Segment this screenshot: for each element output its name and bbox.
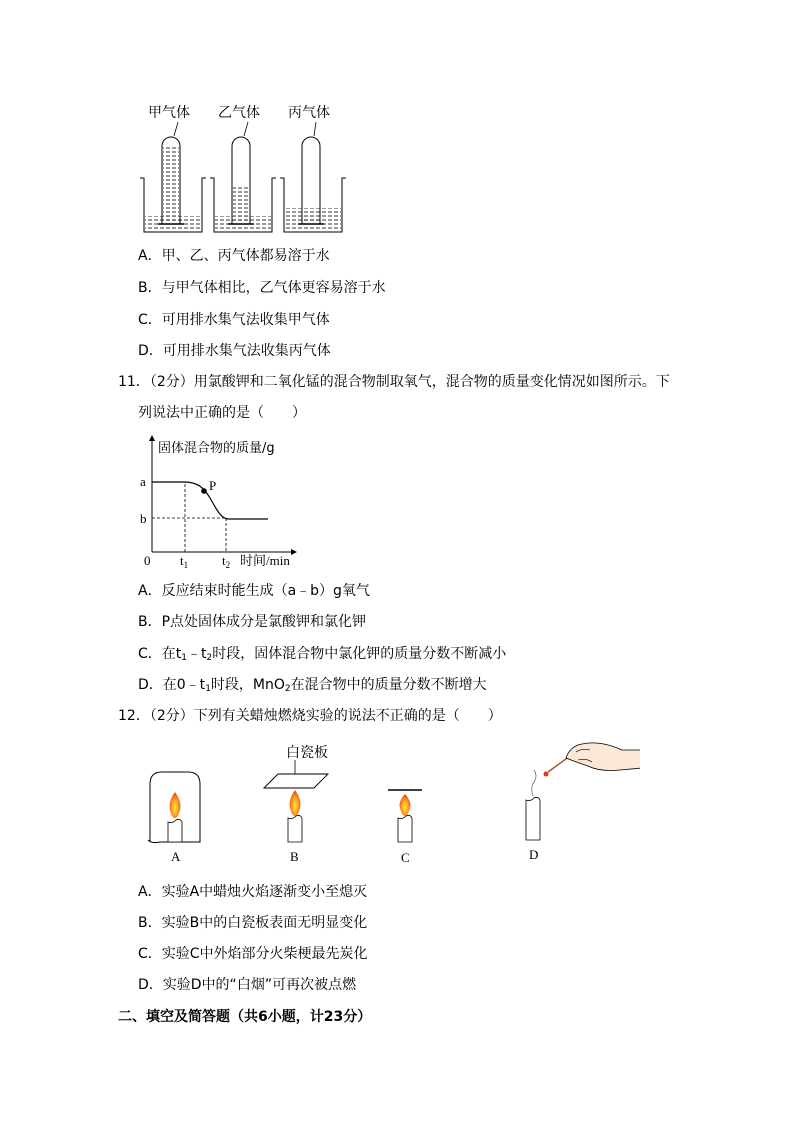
q11-stem-line2: 列说法中正确的是（ ） [138, 405, 306, 421]
q11-option-d: D．在$0﹣t_1$时段，MnO$_2$在混合物中的质量分数不断增大 [138, 677, 487, 694]
fig-label-b: B [290, 849, 299, 864]
gas-tubes-figure [130, 98, 370, 240]
q11-option-b: B．P点处固体成分是氯酸钾和氯化钾 [138, 614, 367, 630]
point-p [201, 488, 207, 494]
x-axis-label: 时间/min [240, 553, 290, 568]
gas-label-bing: 丙气体 [288, 105, 330, 121]
beakers-svg [130, 98, 370, 240]
q12-stem: 12．（2分）下列有关蜡烛燃烧实验的说法不正确的是（ ） [118, 708, 502, 724]
gas-label-yi: 乙气体 [218, 105, 260, 121]
gas-label-jia: 甲气体 [148, 105, 190, 121]
x-tick-t2: $t_2$ [222, 553, 231, 570]
mass-time-chart [128, 432, 308, 572]
q12-option-a: A．实验A中蜡烛火焰逐渐变小至熄灭 [138, 884, 368, 900]
fig-label-d: D [529, 847, 539, 862]
q12-option-b: B．实验B中的白瓷板表面无明显变化 [138, 915, 368, 931]
section-2-heading: 二、填空及简答题（共6小题，计23分） [118, 1009, 372, 1025]
candle-c [388, 790, 422, 842]
beaker-bing [280, 137, 346, 232]
fig-label-a: A [171, 849, 181, 864]
q10-option-d: D．可用排水集气法收集丙气体 [138, 343, 331, 359]
y-axis-label: 固体混合物的质量/g [158, 441, 275, 456]
candles-svg [130, 738, 640, 868]
q11-option-a: A．反应结束时能生成（a﹣b）g氧气 [138, 583, 370, 599]
fig-label-c: C [401, 850, 410, 865]
y-tick-a: a [140, 474, 146, 489]
candle-b [264, 760, 328, 842]
point-p-label: P [209, 478, 217, 493]
y-tick-b: b [140, 511, 147, 526]
mass-time-chart-svg [128, 432, 308, 572]
candle-d [526, 743, 640, 840]
q11-stem-line1: 11．（2分）用氯酸钾和二氧化锰的混合物制取氧气，混合物的质量变化情况如图所示。下 [118, 374, 670, 390]
q12-option-c: C．实验C中外焰部分火柴梗最先炭化 [138, 946, 368, 962]
plate-label: 白瓷板 [286, 745, 328, 761]
q10-option-c: C．可用排水集气法收集甲气体 [138, 312, 330, 328]
candle-a [148, 772, 200, 843]
beaker-yi [210, 137, 276, 232]
q12-option-d: D．实验D中的“白烟”可再次被点燃 [138, 977, 357, 993]
x-tick-t1: $t_1$ [180, 553, 189, 570]
q10-option-a: A．甲、乙、丙气体都易溶于水 [138, 248, 330, 264]
beaker-jia [140, 137, 206, 232]
q10-option-b: B．与甲气体相比，乙气体更容易溶于水 [138, 280, 386, 296]
origin-label: 0 [144, 553, 151, 568]
q11-option-c: C．在$t_1﹣t_2$时段，固体混合物中氯化钾的质量分数不断减小 [138, 646, 507, 663]
candle-experiments-figure [130, 738, 640, 868]
